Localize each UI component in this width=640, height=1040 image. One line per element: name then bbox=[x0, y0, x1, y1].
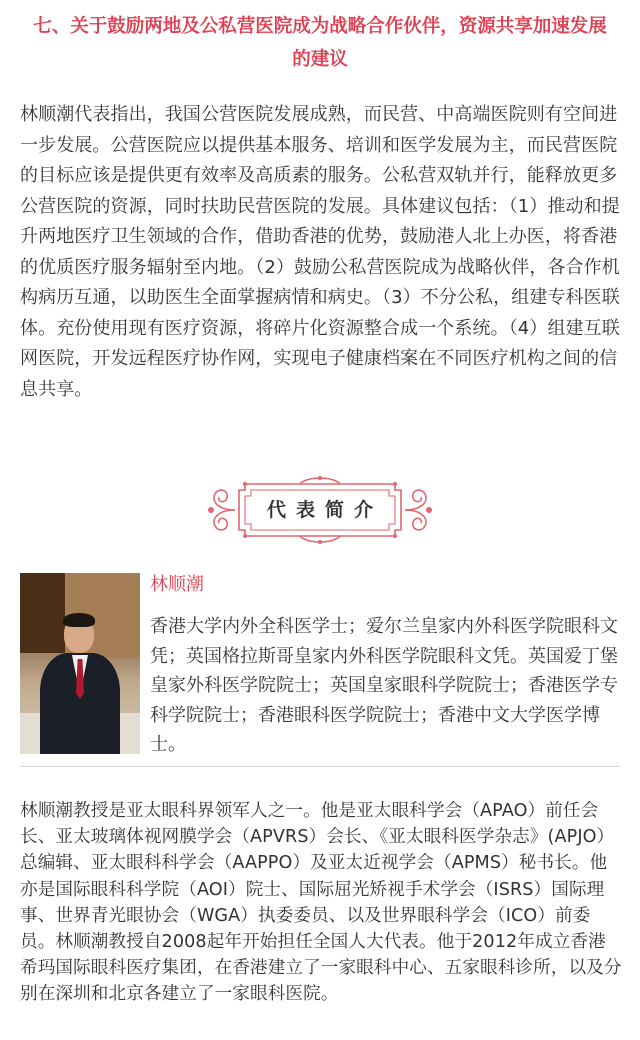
divider bbox=[20, 766, 620, 767]
banner-title: 代表简介 bbox=[266, 499, 383, 521]
representative-credentials: 香港大学内外全科医学士；爱尔兰皇家内外科医学院眼科文凭；英国格拉斯哥皇家内外科医学院眼科文凭。英国爱丁堡皇家外科医学院院士；英国皇家眼科学院院士；香港医学专科学院院士；香港眼科医学院院士；香港中文大学医学博士。 bbox=[150, 616, 618, 755]
section-banner bbox=[205, 474, 435, 546]
section-heading: 七、关于鼓励两地及公私营医院成为战略合作伙伴，资源共享加速发展的建议 bbox=[33, 16, 607, 70]
section-body: 林顺潮代表指出，我国公营医院发展成熟，而民营、中高端医院则有空间进一步发展。公营医院应以提供基本服务、培训和医学发展为主，而民营医院的目标应该是提供更有效率及高质素的服务。公私营双轨并行，能释放更多公营医院的资源，同时扶助民营医院的发展。具体建议包括：（1）推动和提升两地医疗卫生领域的合作，借助香港的优势，鼓励港人北上办医，将香港的优质医疗服务辐射至内地。（2）鼓励公私营医院成为战略伙伴，各合作机构病历互通，以助医生全面掌握病情和病史。（3）不分公私，组建专科医联体。充份使用现有医疗资源，将碎片化资源整合成一个系统。（4）组建互联网医院，开发远程医疗协作网，实现电子健康档案在不同医疗机构之间的信息共享。 bbox=[20, 104, 620, 400]
representative-portrait bbox=[20, 573, 140, 754]
representative-name: 林顺潮 bbox=[150, 574, 204, 595]
representative-bio: 林顺潮教授是亚太眼科界领军人之一。他是亚太眼科学会（APAO）前任会长、亚太玻璃体视网膜学会（APVRS）会长、《亚太眼科医学杂志》(APJO）总编辑、亚太眼科科学会（AAPPO）及亚太近视学会（APMS）秘书长。他亦是国际眼科科学院（AOI）院士、国际屈光矫视手术学会（ISRS）国际理事、世界青光眼协会（WGA）执委委员、以及世界眼科学会（ICO）前委员。林顺潮教授自2008起年开始担任全国人大代表。他于2012年成立香港希玛国际眼科医疗集团，在香港建立了一家眼科中心、五家眼科诊所，以及分别在深圳和北京各建立了一家眼科医院。 bbox=[20, 801, 622, 1005]
